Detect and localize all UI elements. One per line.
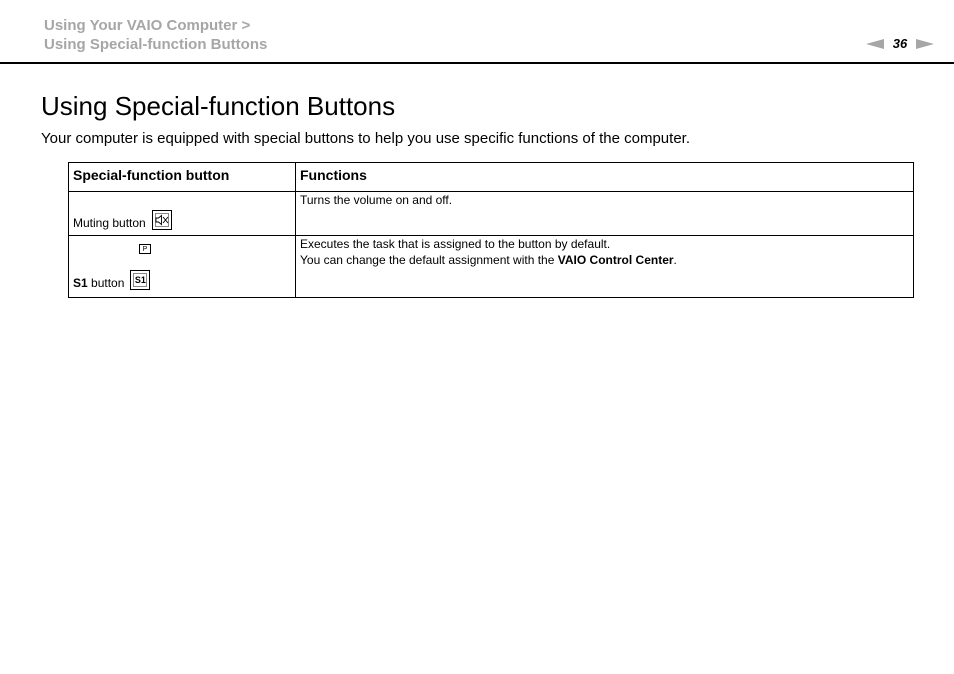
function-cell: [296, 192, 914, 236]
function-text-suffix: .: [673, 253, 677, 267]
s1-button-bold: S1: [73, 276, 88, 290]
table-row: [69, 192, 914, 236]
vaio-control-center-link: VAIO Control Center: [557, 253, 674, 267]
mute-speaker-icon: [152, 210, 172, 230]
previous-page-arrow-icon[interactable]: [866, 39, 884, 49]
table-header-row: [69, 163, 914, 192]
s1-button-text: button: [91, 276, 125, 290]
table-header-functions: Functions: [296, 163, 914, 192]
function-cell: [296, 236, 914, 298]
page-title: Using Special-function Buttons: [41, 91, 396, 121]
page-navigation: [866, 36, 934, 51]
page-number: 36: [892, 36, 908, 51]
header-divider: [0, 62, 954, 64]
s1-button-label: [73, 276, 124, 290]
breadcrumb-current[interactable]: Using Special-function Buttons: [44, 36, 268, 53]
function-text: Executes the task that is assigned to the button by default.: [300, 237, 611, 251]
special-function-table: [68, 162, 914, 298]
table-header-button: Special-function button: [69, 163, 296, 192]
next-page-arrow-icon[interactable]: [916, 39, 934, 49]
breadcrumb-parent[interactable]: Using Your VAIO Computer >: [44, 17, 251, 34]
intro-paragraph: Your computer is equipped with special buttons to help you use specific functions of the computer.: [41, 130, 690, 147]
button-cell: [69, 236, 296, 298]
s1-key-icon: S1: [130, 270, 150, 290]
breadcrumb: [44, 16, 267, 54]
button-cell: [69, 192, 296, 236]
function-text: Turns the volume on and off.: [300, 193, 453, 207]
function-text-prefix: You can change the default assignment with the: [300, 253, 555, 267]
p-key-icon: P: [139, 244, 151, 254]
table-row: [69, 236, 914, 298]
function-text-line2: [300, 252, 909, 268]
muting-button-label: Muting button: [73, 216, 146, 230]
